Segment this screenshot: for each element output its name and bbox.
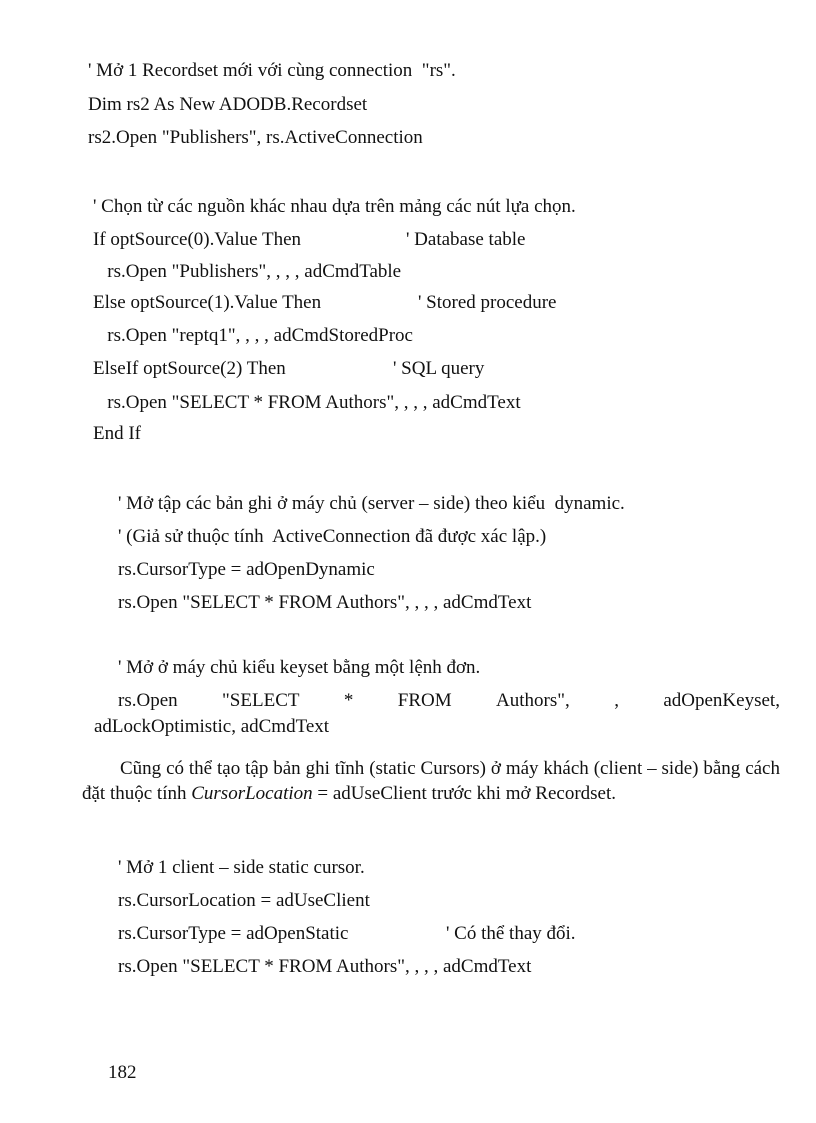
code-line: Else optSource(1).Value Then (93, 292, 322, 313)
inline-comment: ' Stored procedure (418, 292, 557, 313)
code-comment-line: ' (Giả sử thuộc tính ActiveConnection đã được xác lập.) (118, 526, 547, 547)
code-token: FROM (397, 690, 452, 711)
paragraph-text: = adUseClient trước khi mở Recordset. (312, 783, 617, 804)
code-token: Authors", (496, 690, 570, 711)
code-line: rs.Open "SELECT * FROM Authors", , , , adCmdText (118, 592, 532, 613)
code-line: Dim rs2 As New ADODB.Recordset (88, 94, 368, 115)
inline-comment: ' SQL query (393, 358, 485, 379)
code-line: rs.CursorType = adOpenDynamic (118, 559, 375, 580)
code-comment-line: ' Mở 1 client – side static cursor. (118, 857, 365, 878)
code-line: rs.Open "SELECT * FROM Authors", , , , adCmdText (118, 956, 532, 977)
code-comment-line: ' Chọn từ các nguồn khác nhau dựa trên mảng các nút lựa chọn. (93, 196, 576, 217)
code-comment-line: ' Mở ở máy chủ kiểu keyset bằng một lệnh đơn. (118, 657, 481, 678)
code-line: ElseIf optSource(2) Then (93, 358, 286, 379)
code-comment-line: ' Mở tập các bản ghi ở máy chủ (server – side) theo kiểu dynamic. (118, 493, 625, 514)
code-line: rs.CursorType = adOpenStatic (118, 923, 349, 944)
paragraph-text: Cũng có thể tạo tập bản ghi tĩnh (static Cursors) ở máy khách (client – side) bằng cách đặt thuộc tính (82, 758, 780, 804)
code-line: adLockOptimistic, adCmdText (94, 716, 330, 737)
paragraph-italic-term: CursorLocation (191, 783, 313, 804)
code-line: rs2.Open "Publishers", rs.ActiveConnection (88, 127, 423, 148)
code-line: End If (93, 423, 142, 444)
code-token: adOpenKeyset, (663, 690, 780, 711)
code-line: rs.Open "Publishers", , , , adCmdTable (93, 261, 402, 282)
code-line: If optSource(0).Value Then (93, 229, 302, 250)
code-line: rs.CursorLocation = adUseClient (118, 890, 370, 911)
code-comment-line: ' Mở 1 Recordset mới với cùng connection "rs". (88, 60, 456, 81)
code-line: rs.Open "reptq1", , , , adCmdStoredProc (93, 325, 413, 346)
inline-comment: ' Database table (406, 229, 526, 250)
code-token: "SELECT (222, 690, 300, 711)
page-number: 182 (108, 1062, 137, 1083)
code-token: * (343, 690, 354, 711)
justified-code-line (118, 690, 780, 712)
inline-comment: ' Có thể thay đổi. (446, 923, 576, 944)
code-token: , (614, 690, 619, 711)
code-line: rs.Open "SELECT * FROM Authors", , , , adCmdText (93, 392, 521, 413)
code-token: rs.Open (118, 690, 178, 711)
body-paragraph (82, 756, 780, 806)
